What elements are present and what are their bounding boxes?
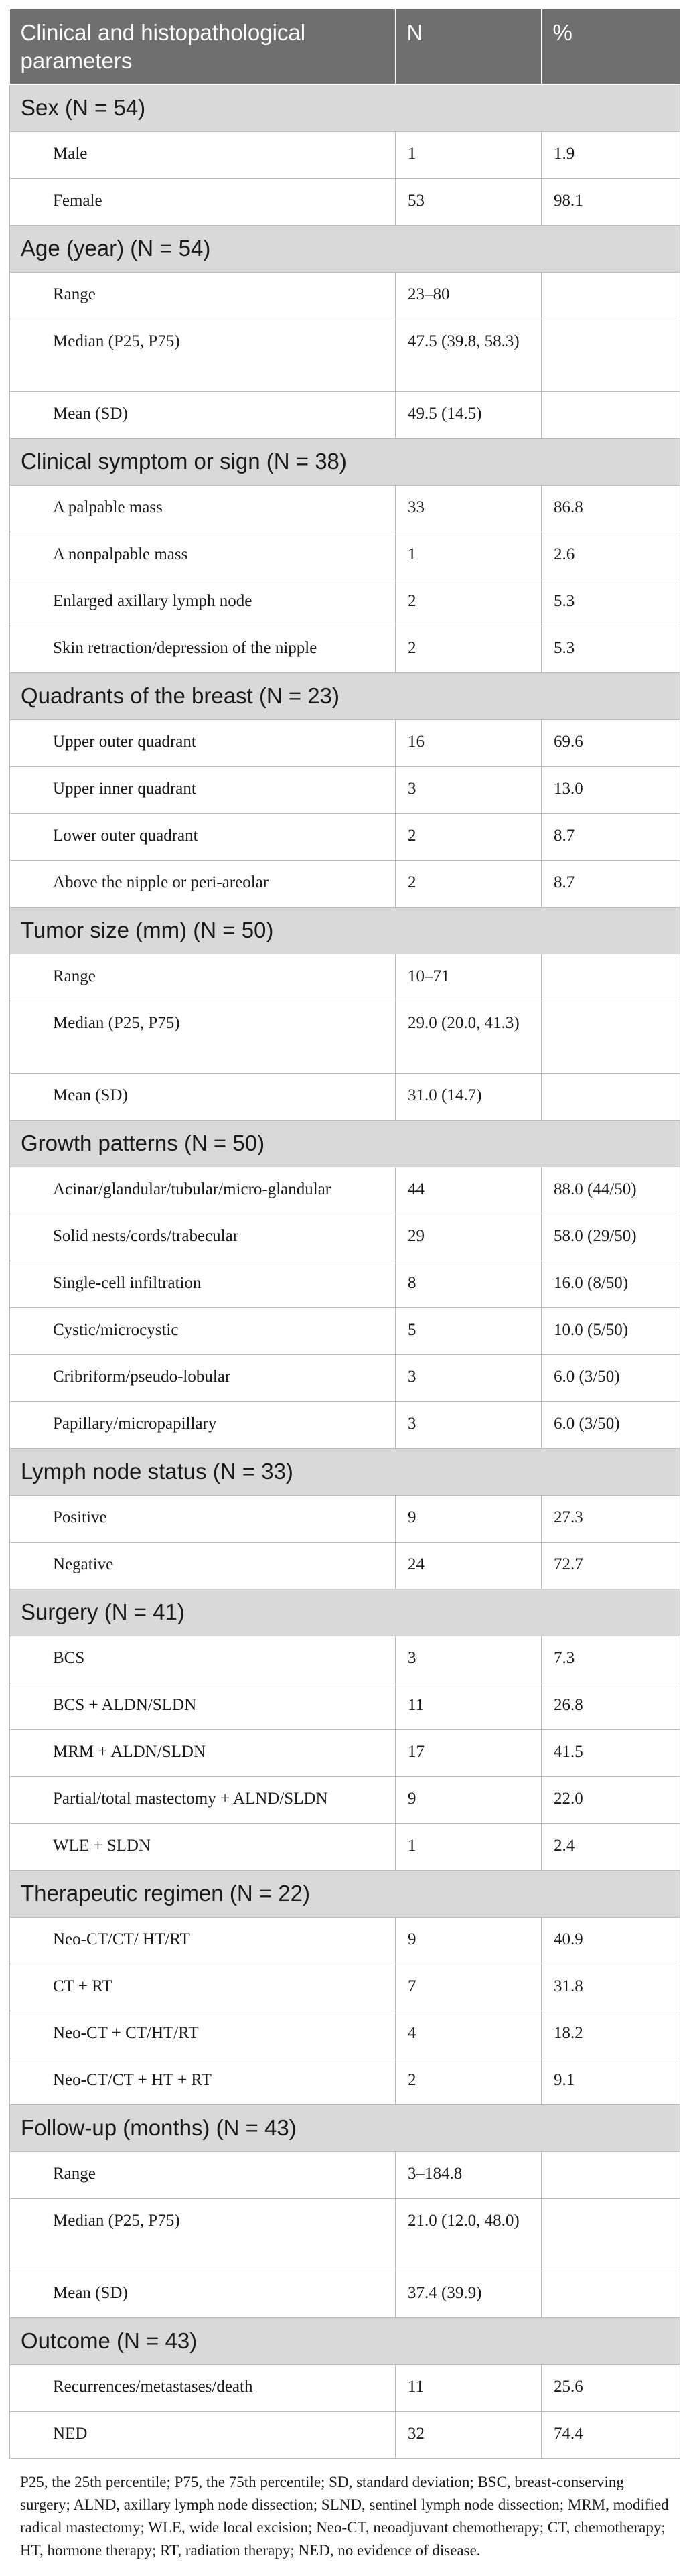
row-percent-value: 26.8 (542, 1683, 680, 1729)
row-label: BCS (10, 1636, 396, 1683)
row-percent-value: 18.2 (542, 2011, 680, 2058)
table-row (10, 1823, 680, 1870)
table-row (10, 1542, 680, 1589)
table-row (10, 2411, 680, 2458)
table-row (10, 1776, 680, 1823)
row-percent-value (542, 391, 680, 438)
row-n-value: 7 (396, 1964, 542, 2011)
row-label: Neo-CT/CT/ HT/RT (10, 1917, 396, 1964)
row-label: Skin retraction/depression of the nipple (10, 626, 396, 672)
section-title: Clinical symptom or sign (N = 38) (10, 438, 680, 485)
row-n-value: 3–184.8 (396, 2151, 542, 2198)
row-label: A nonpalpable mass (10, 532, 396, 579)
row-n-value: 37.4 (39.9) (396, 2271, 542, 2317)
row-label: Male (10, 131, 396, 178)
header-percent: % (542, 9, 680, 84)
row-label: Range (10, 954, 396, 1001)
row-n-value: 2 (396, 579, 542, 626)
table-row (10, 766, 680, 813)
section-header-row (10, 2317, 680, 2364)
row-label: Solid nests/cords/trabecular (10, 1214, 396, 1261)
row-n-value: 24 (396, 1542, 542, 1589)
section-header-row (10, 84, 680, 131)
row-label: Range (10, 2151, 396, 2198)
table-row (10, 1073, 680, 1120)
table-row (10, 1683, 680, 1729)
section-title: Follow-up (months) (N = 43) (10, 2104, 680, 2151)
row-percent-value: 58.0 (29/50) (542, 1214, 680, 1261)
table-row (10, 2364, 680, 2411)
row-percent-value: 10.0 (5/50) (542, 1307, 680, 1354)
row-label: Cystic/microcystic (10, 1307, 396, 1354)
row-percent-value: 13.0 (542, 766, 680, 813)
section-title: Outcome (N = 43) (10, 2317, 680, 2364)
header-n: N (396, 9, 542, 84)
table-row (10, 2011, 680, 2058)
table-row (10, 2271, 680, 2317)
row-percent-value (542, 2198, 680, 2271)
section-header-row (10, 1589, 680, 1636)
table-row (10, 813, 680, 860)
section-title: Growth patterns (N = 50) (10, 1120, 680, 1167)
table-row (10, 131, 680, 178)
table-header-row (10, 9, 680, 84)
row-n-value: 8 (396, 1261, 542, 1307)
clinical-parameters-table (9, 9, 680, 2459)
row-percent-value (542, 272, 680, 319)
section-title: Lymph node status (N = 33) (10, 1448, 680, 1495)
row-percent-value (542, 2151, 680, 2198)
row-n-value: 17 (396, 1729, 542, 1776)
row-percent-value: 31.8 (542, 1964, 680, 2011)
section-header-row (10, 438, 680, 485)
row-percent-value: 74.4 (542, 2411, 680, 2458)
row-label: Cribriform/pseudo-lobular (10, 1354, 396, 1401)
section-title: Age (year) (N = 54) (10, 225, 680, 272)
row-percent-value: 72.7 (542, 1542, 680, 1589)
row-label: Above the nipple or peri-areolar (10, 860, 396, 907)
row-label: Recurrences/metastases/death (10, 2364, 396, 2411)
table-row (10, 2151, 680, 2198)
row-n-value: 3 (396, 1401, 542, 1448)
row-percent-value: 22.0 (542, 1776, 680, 1823)
row-label: Lower outer quadrant (10, 813, 396, 860)
section-title: Sex (N = 54) (10, 84, 680, 131)
row-percent-value: 5.3 (542, 626, 680, 672)
row-n-value: 33 (396, 485, 542, 532)
header-parameters: Clinical and histopathological parameters (10, 9, 396, 84)
row-percent-value (542, 1073, 680, 1120)
row-label: Median (P25, P75) (10, 2198, 396, 2271)
table-row (10, 1261, 680, 1307)
table-row (10, 1729, 680, 1776)
row-label: Neo-CT/CT + HT + RT (10, 2058, 396, 2104)
row-percent-value (542, 954, 680, 1001)
row-percent-value: 1.9 (542, 131, 680, 178)
row-percent-value: 27.3 (542, 1495, 680, 1542)
row-n-value: 2 (396, 860, 542, 907)
row-n-value: 3 (396, 766, 542, 813)
table-row (10, 954, 680, 1001)
table-row (10, 2198, 680, 2271)
row-percent-value: 5.3 (542, 579, 680, 626)
row-percent-value: 86.8 (542, 485, 680, 532)
row-label: Negative (10, 1542, 396, 1589)
table-row (10, 860, 680, 907)
section-title: Tumor size (mm) (N = 50) (10, 907, 680, 954)
table-row (10, 1964, 680, 2011)
row-n-value: 5 (396, 1307, 542, 1354)
section-title: Surgery (N = 41) (10, 1589, 680, 1636)
row-n-value: 1 (396, 1823, 542, 1870)
section-header-row (10, 1448, 680, 1495)
row-percent-value: 16.0 (8/50) (542, 1261, 680, 1307)
section-header-row (10, 2104, 680, 2151)
row-n-value: 44 (396, 1167, 542, 1214)
row-n-value: 21.0 (12.0, 48.0) (396, 2198, 542, 2271)
row-n-value: 9 (396, 1917, 542, 1964)
table-body (10, 84, 680, 2458)
row-n-value: 2 (396, 813, 542, 860)
row-n-value: 31.0 (14.7) (396, 1073, 542, 1120)
row-n-value: 49.5 (14.5) (396, 391, 542, 438)
row-label: Median (P25, P75) (10, 1001, 396, 1073)
table-row (10, 1001, 680, 1073)
row-percent-value: 2.6 (542, 532, 680, 579)
row-n-value: 1 (396, 131, 542, 178)
row-percent-value: 6.0 (3/50) (542, 1354, 680, 1401)
row-percent-value (542, 2271, 680, 2317)
row-n-value: 47.5 (39.8, 58.3) (396, 319, 542, 391)
row-percent-value: 41.5 (542, 1729, 680, 1776)
table-row (10, 272, 680, 319)
table-row (10, 626, 680, 672)
row-label: Female (10, 178, 396, 225)
row-label: NED (10, 2411, 396, 2458)
row-n-value: 53 (396, 178, 542, 225)
table-row (10, 719, 680, 766)
row-percent-value: 40.9 (542, 1917, 680, 1964)
row-label: WLE + SLDN (10, 1823, 396, 1870)
row-percent-value: 88.0 (44/50) (542, 1167, 680, 1214)
table-row (10, 1917, 680, 1964)
row-percent-value: 25.6 (542, 2364, 680, 2411)
row-label: Mean (SD) (10, 1073, 396, 1120)
row-label: Partial/total mastectomy + ALND/SLDN (10, 1776, 396, 1823)
section-header-row (10, 1120, 680, 1167)
row-label: BCS + ALDN/SLDN (10, 1683, 396, 1729)
row-percent-value: 7.3 (542, 1636, 680, 1683)
row-n-value: 1 (396, 532, 542, 579)
table-row (10, 579, 680, 626)
row-n-value: 2 (396, 2058, 542, 2104)
row-percent-value (542, 1001, 680, 1073)
table-container (9, 9, 680, 2562)
section-title: Quadrants of the breast (N = 23) (10, 672, 680, 719)
section-header-row (10, 672, 680, 719)
table-row (10, 1214, 680, 1261)
table-row (10, 1636, 680, 1683)
row-percent-value: 98.1 (542, 178, 680, 225)
row-percent-value: 69.6 (542, 719, 680, 766)
footnote: P25, the 25th percentile; P75, the 75th percentile; SD, standard deviation; BSC, breast-conserving surgery; ALND, axillary lymph node dissection; SLND, sentinel lymph node dissection; MRM, modified radical mastectomy; WLE, wide local excision; Neo-CT, neoadjuvant chemotherapy; CT, chemotherapy; HT, hormone therapy; RT, radiation therapy; NED, no evidence of disease. (20, 2473, 669, 2559)
row-percent-value: 8.7 (542, 860, 680, 907)
table-row (10, 1495, 680, 1542)
row-label: MRM + ALDN/SLDN (10, 1729, 396, 1776)
row-n-value: 11 (396, 2364, 542, 2411)
section-title: Therapeutic regimen (N = 22) (10, 1870, 680, 1917)
table-row (10, 485, 680, 532)
table-row (10, 1354, 680, 1401)
row-label: Range (10, 272, 396, 319)
table-row (10, 391, 680, 438)
row-percent-value: 2.4 (542, 1823, 680, 1870)
row-label: Positive (10, 1495, 396, 1542)
row-label: Single-cell infiltration (10, 1261, 396, 1307)
row-n-value: 32 (396, 2411, 542, 2458)
row-percent-value: 9.1 (542, 2058, 680, 2104)
row-label: CT + RT (10, 1964, 396, 2011)
table-row (10, 532, 680, 579)
row-label: Upper outer quadrant (10, 719, 396, 766)
table-row (10, 1307, 680, 1354)
section-header-row (10, 907, 680, 954)
row-n-value: 3 (396, 1636, 542, 1683)
table-row (10, 1167, 680, 1214)
row-n-value: 2 (396, 626, 542, 672)
row-n-value: 10–71 (396, 954, 542, 1001)
row-percent-value (542, 319, 680, 391)
section-header-row (10, 225, 680, 272)
row-percent-value: 8.7 (542, 813, 680, 860)
table-row (10, 2058, 680, 2104)
row-label: Acinar/glandular/tubular/micro-glandular (10, 1167, 396, 1214)
row-n-value: 23–80 (396, 272, 542, 319)
row-n-value: 9 (396, 1776, 542, 1823)
row-n-value: 4 (396, 2011, 542, 2058)
row-label: Neo-CT + CT/HT/RT (10, 2011, 396, 2058)
row-n-value: 3 (396, 1354, 542, 1401)
row-n-value: 9 (396, 1495, 542, 1542)
row-label: Mean (SD) (10, 391, 396, 438)
section-header-row (10, 1870, 680, 1917)
table-row (10, 1401, 680, 1448)
row-label: Mean (SD) (10, 2271, 396, 2317)
row-percent-value: 6.0 (3/50) (542, 1401, 680, 1448)
row-n-value: 16 (396, 719, 542, 766)
row-label: Upper inner quadrant (10, 766, 396, 813)
row-n-value: 11 (396, 1683, 542, 1729)
row-label: Papillary/micropapillary (10, 1401, 396, 1448)
row-label: Enlarged axillary lymph node (10, 579, 396, 626)
table-row (10, 178, 680, 225)
table-row (10, 319, 680, 391)
row-label: Median (P25, P75) (10, 319, 396, 391)
row-label: A palpable mass (10, 485, 396, 532)
row-n-value: 29.0 (20.0, 41.3) (396, 1001, 542, 1073)
row-n-value: 29 (396, 1214, 542, 1261)
